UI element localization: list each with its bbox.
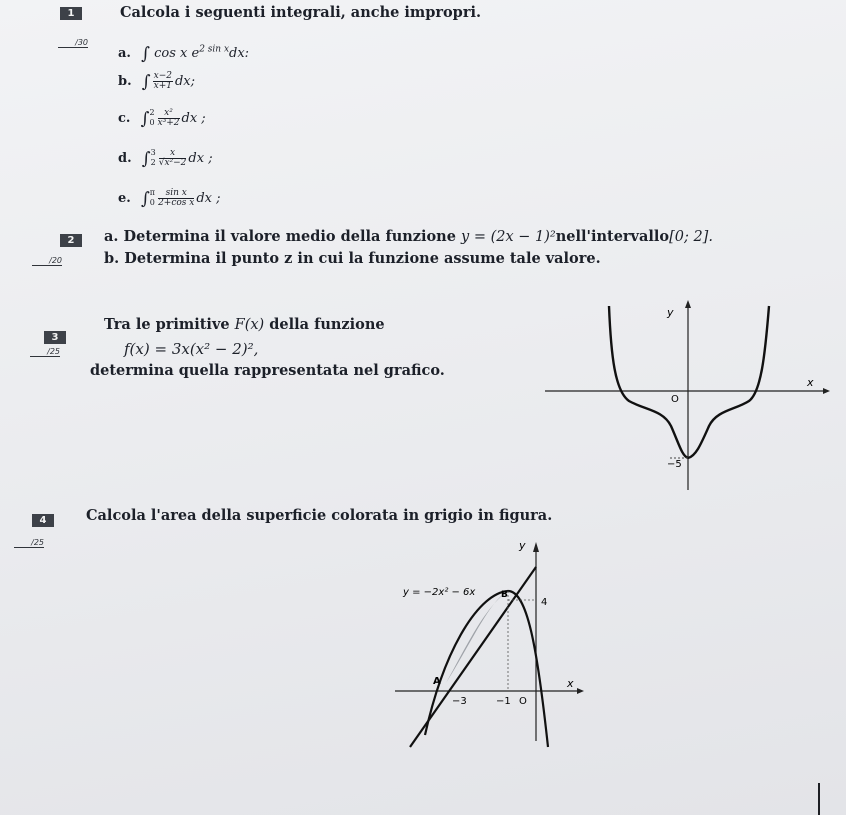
x-axis-arrow — [577, 688, 584, 694]
integral-e: e. ∫π 0 $\frac{\text{sin x}}{\text{2+cos x}}$ dx ; — [118, 187, 221, 209]
point-b-label: B — [501, 590, 508, 600]
min-value-label: −5 — [667, 459, 682, 470]
function-expression: y = (2x − 1)² — [461, 229, 556, 245]
y-axis-label: y — [519, 539, 526, 552]
exercise-4-title: Calcola l'area della superficie colorata in grigio in figura. — [86, 507, 553, 524]
integral-c: c. ∫2 0 $\frac{\text{x²}}{\text{x³+2}}$ dx ; — [118, 107, 206, 129]
curve-equation-label: y = −2x² − 6x — [403, 587, 476, 598]
exercise-2-score: /20 — [32, 256, 62, 266]
exercise-3-line-1: Tra le primitive F(x) della funzione — [104, 316, 385, 333]
interval: [0; 2]. — [669, 229, 713, 245]
item-label: e. — [118, 190, 131, 206]
item-label: c. — [118, 110, 131, 126]
point-a-label: A — [433, 676, 441, 687]
tick-minus-3: −3 — [452, 696, 467, 707]
y-axis-arrow — [533, 542, 539, 552]
x-axis-label: x — [567, 677, 574, 690]
exercise-1-badge: 1 — [60, 7, 82, 20]
origin-label: O — [671, 394, 679, 405]
edge-mark — [818, 783, 820, 815]
tick-minus-1: −1 — [496, 696, 511, 707]
exercise-2-part-b: b. Determina il punto z in cui la funzione assume tale valore. — [104, 250, 601, 267]
integral-d: d. ∫3 2 $\frac{x}{\text{√x²−2}}$ dx ; — [118, 147, 213, 169]
exercise-4-score: /25 — [14, 538, 44, 548]
exercise-2-part-a: a. Determina il valore medio della funzione y = (2x − 1)²nell'intervallo[0; 2]. — [104, 228, 713, 245]
primitive-curve — [609, 306, 769, 458]
integral-a: a. ∫ cos x $e^{2 sin x}dx$: — [118, 44, 250, 64]
primitive-graph — [545, 296, 835, 492]
exercise-1-title: Calcola i seguenti integrali, anche impropri. — [120, 4, 482, 21]
integral-b: b. ∫ $\frac{x-2}{x+1}$ dx; — [118, 71, 196, 92]
exercise-4-badge: 4 — [32, 514, 54, 527]
area-graph — [395, 535, 595, 750]
origin-label: O — [519, 696, 527, 707]
x-axis-arrow — [823, 388, 830, 394]
exercise-3-badge: 3 — [44, 331, 66, 344]
exercise-1-score: /30 — [58, 38, 88, 48]
y-axis-arrow — [685, 300, 691, 308]
tick-4: 4 — [541, 597, 548, 608]
item-label: b. — [118, 74, 132, 89]
shaded-region — [446, 591, 508, 683]
exercise-2-badge: 2 — [60, 234, 82, 247]
exercise-3-function: f(x) = 3x(x² − 2)², — [124, 340, 259, 358]
item-label: a. — [118, 46, 131, 61]
y-axis-label: y — [667, 306, 674, 319]
item-label: d. — [118, 150, 132, 166]
exercise-3-score: /25 — [30, 347, 60, 357]
exercise-3-line-3: determina quella rappresentata nel grafico. — [90, 362, 445, 379]
x-axis-label: x — [807, 376, 814, 389]
